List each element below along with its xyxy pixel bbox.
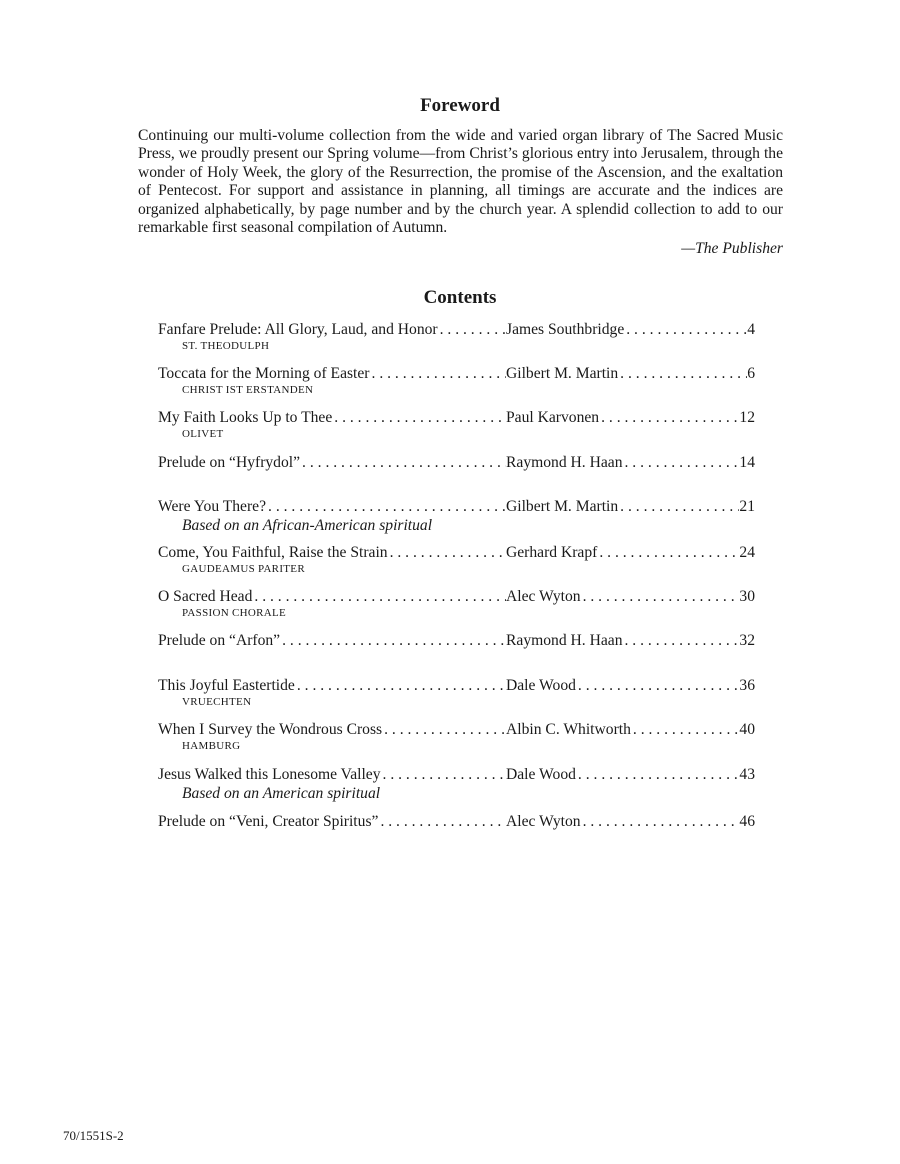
dot-leader xyxy=(388,543,506,562)
dot-leader xyxy=(597,543,739,562)
toc-composer-text: Gilbert M. Martin xyxy=(506,498,619,515)
toc-title xyxy=(158,543,506,562)
footer-catalog-code: 70/1551S-2 xyxy=(63,1128,124,1143)
toc-composer-text: Paul Karvonen xyxy=(506,409,600,426)
foreword-title: Foreword xyxy=(420,95,500,116)
toc-tune-name: HAMBURG xyxy=(182,740,241,752)
toc-entry xyxy=(158,497,755,535)
toc-composer xyxy=(506,812,739,831)
toc-composer xyxy=(506,587,739,606)
toc-composer xyxy=(506,543,739,562)
toc-composer xyxy=(506,676,739,695)
dot-leader xyxy=(618,497,739,516)
toc-page-number: 43 xyxy=(739,766,755,783)
toc-page-number: 40 xyxy=(739,721,755,738)
toc-title xyxy=(158,765,506,784)
toc-entry xyxy=(158,720,755,754)
dot-leader xyxy=(623,453,740,472)
toc-title-text: Toccata for the Morning of Easter xyxy=(158,365,370,382)
dot-leader xyxy=(618,364,747,383)
toc-title xyxy=(158,408,506,427)
toc-composer-text: Raymond H. Haan xyxy=(506,454,623,471)
toc-composer xyxy=(506,720,739,739)
toc-title xyxy=(158,720,506,739)
toc-composer-text: Dale Wood xyxy=(506,677,576,694)
toc-composer xyxy=(506,497,739,516)
toc-composer xyxy=(506,631,739,650)
toc-title-text: O Sacred Head xyxy=(158,588,253,605)
toc-title xyxy=(158,453,506,472)
dot-leader xyxy=(581,587,740,606)
dot-leader xyxy=(624,320,747,339)
dot-leader xyxy=(266,497,506,516)
foreword-body: Continuing our multi-volume collection from the wide and varied organ library of The Sacred Music Press, we proudly present our Spring volume—from Christ’s glorious entry into Jerusalem, through the wonder of Holy Week, the glory of the Resurrection, the promise of the Ascension, and the exaltation of Pentecost. For support and assistance in planning, all timings are accurate and the indices are organized alphabetically, by page number and by the church year. A splendid collection to add to our remarkable first seasonal compilation of Autumn. xyxy=(138,127,783,237)
toc-title-text: Come, You Faithful, Raise the Strain xyxy=(158,544,388,561)
toc-line xyxy=(158,812,755,831)
toc-page-number: 12 xyxy=(739,409,755,426)
foreword-signature: —The Publisher xyxy=(681,240,783,257)
toc-tune-name: CHRIST IST ERSTANDEN xyxy=(182,384,314,396)
toc-page-number: 4 xyxy=(747,321,755,338)
dot-leader xyxy=(599,408,739,427)
toc-title-text: My Faith Looks Up to Thee xyxy=(158,409,333,426)
toc-line xyxy=(158,320,755,339)
toc-page-number: 30 xyxy=(739,588,755,605)
toc-page-number: 24 xyxy=(739,544,755,561)
dot-leader xyxy=(576,765,739,784)
toc-line xyxy=(158,408,755,427)
dot-leader xyxy=(576,676,739,695)
toc-tune-name: PASSION CHORALE xyxy=(182,607,287,619)
toc-title xyxy=(158,676,506,695)
toc-page-number: 36 xyxy=(739,677,755,694)
toc-line xyxy=(158,543,755,562)
toc-title xyxy=(158,364,506,383)
dot-leader xyxy=(623,631,740,650)
toc-composer-text: Alec Wyton xyxy=(506,588,581,605)
dot-leader xyxy=(300,453,506,472)
toc-line xyxy=(158,587,755,606)
dot-leader xyxy=(378,812,506,831)
dot-leader xyxy=(252,587,506,606)
toc-composer-text: Albin C. Whitworth xyxy=(506,721,631,738)
toc-composer xyxy=(506,408,739,427)
toc-entry xyxy=(158,320,755,354)
toc-composer-text: Alec Wyton xyxy=(506,813,581,830)
toc-tune-name: GAUDEAMUS PARITER xyxy=(182,563,305,575)
toc-composer xyxy=(506,320,747,339)
toc-title xyxy=(158,587,506,606)
toc-page-number: 21 xyxy=(739,498,755,515)
toc-title-text: Fanfare Prelude: All Glory, Laud, and Honor xyxy=(158,321,438,338)
toc-title-text: This Joyful Eastertide xyxy=(158,677,295,694)
dot-leader xyxy=(295,676,506,695)
toc-line xyxy=(158,497,755,516)
toc-entry xyxy=(158,676,755,710)
toc-note: Based on an American spiritual xyxy=(182,785,381,802)
toc-tune-name: VRUECHTEN xyxy=(182,696,252,708)
toc-entry xyxy=(158,453,755,472)
dot-leader xyxy=(280,631,506,650)
toc-composer-text: James Southbridge xyxy=(506,321,625,338)
toc-title xyxy=(158,631,506,650)
toc-entry xyxy=(158,587,755,621)
toc-line xyxy=(158,720,755,739)
toc-tune-name: ST. THEODULPH xyxy=(182,340,270,352)
toc-composer xyxy=(506,364,747,383)
toc-title-text: Prelude on “Hyfrydol” xyxy=(158,454,301,471)
toc-title-text: Were You There? xyxy=(158,498,267,515)
toc-title-text: Prelude on “Arfon” xyxy=(158,632,281,649)
toc-note: Based on an African-American spiritual xyxy=(182,517,433,534)
toc-page-number: 14 xyxy=(739,454,755,471)
dot-leader xyxy=(581,812,740,831)
dot-leader xyxy=(370,364,506,383)
toc-title xyxy=(158,812,506,831)
toc-line xyxy=(158,765,755,784)
toc-line xyxy=(158,676,755,695)
toc-title-text: Prelude on “Veni, Creator Spiritus” xyxy=(158,813,379,830)
toc-line xyxy=(158,631,755,650)
toc-entry xyxy=(158,364,755,398)
toc-entry xyxy=(158,408,755,442)
toc-line xyxy=(158,364,755,383)
toc-composer-text: Raymond H. Haan xyxy=(506,632,623,649)
toc-title xyxy=(158,497,506,516)
dot-leader xyxy=(382,720,506,739)
toc-entry xyxy=(158,631,755,650)
contents-title: Contents xyxy=(423,287,497,308)
toc-title xyxy=(158,320,506,339)
toc-entry xyxy=(158,543,755,577)
toc-title-text: Jesus Walked this Lonesome Valley xyxy=(158,766,381,783)
toc-composer-text: Dale Wood xyxy=(506,766,576,783)
toc-entry xyxy=(158,765,755,803)
toc-title-text: When I Survey the Wondrous Cross xyxy=(158,721,383,738)
dot-leader xyxy=(332,408,506,427)
toc-page-number: 32 xyxy=(739,632,755,649)
dot-leader xyxy=(381,765,506,784)
dot-leader xyxy=(631,720,740,739)
toc-page-number: 6 xyxy=(747,365,755,382)
toc-line xyxy=(158,453,755,472)
toc-page-number: 46 xyxy=(739,813,755,830)
toc-entry xyxy=(158,812,755,831)
toc-composer-text: Gilbert M. Martin xyxy=(506,365,619,382)
toc-composer xyxy=(506,453,739,472)
toc-tune-name: OLIVET xyxy=(182,428,224,440)
toc-composer xyxy=(506,765,739,784)
dot-leader xyxy=(438,320,506,339)
toc-composer-text: Gerhard Krapf xyxy=(506,544,598,561)
